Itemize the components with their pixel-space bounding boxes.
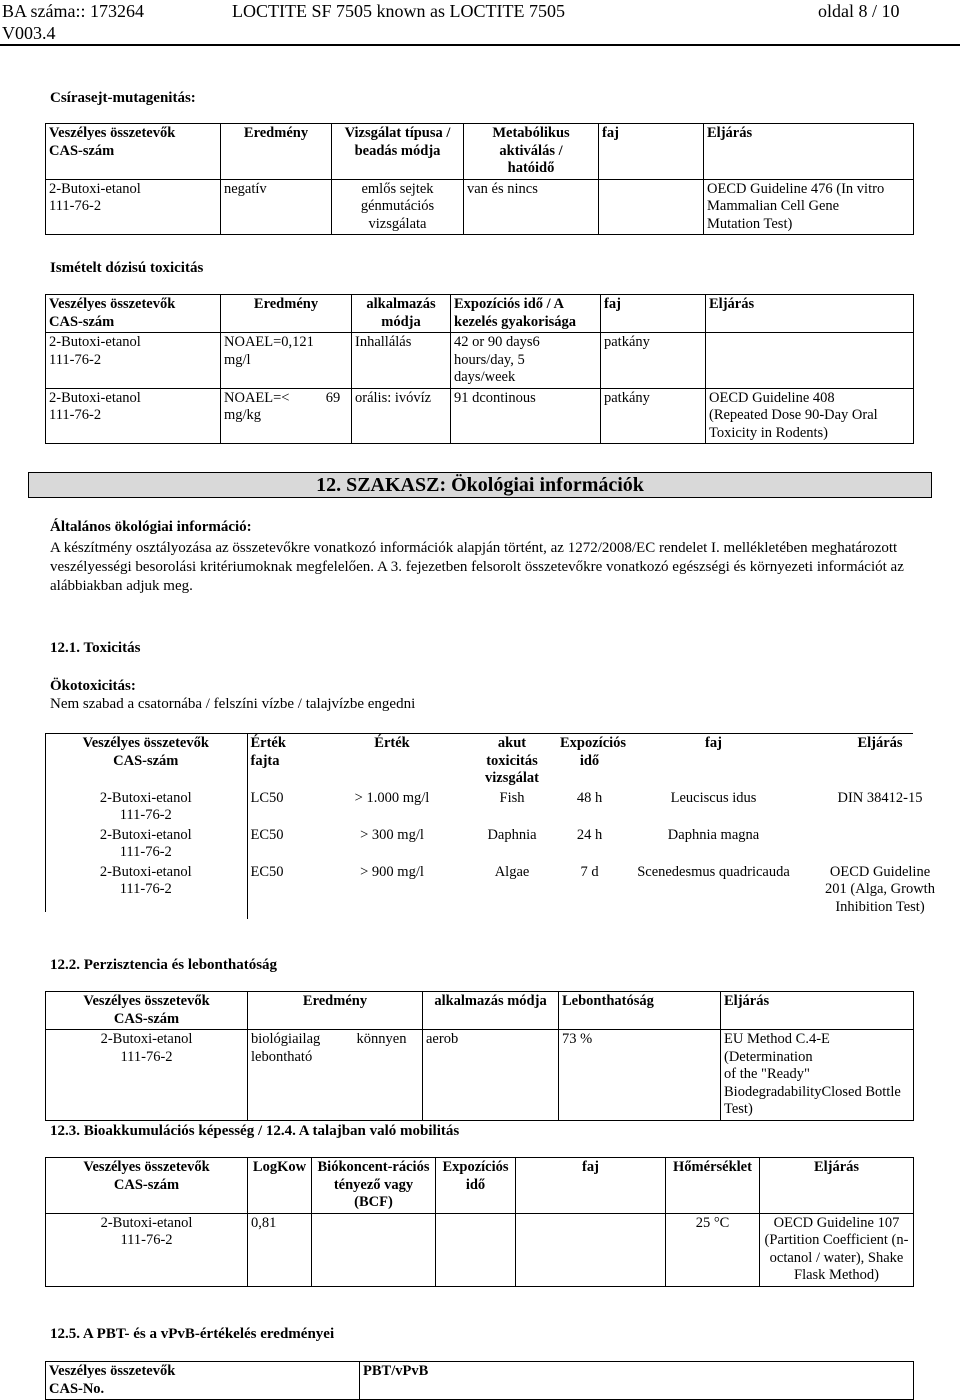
table-cell [312,1213,436,1286]
col-header: PBT/vPvB [360,1362,914,1400]
table-cell [599,179,704,235]
germ-header-row [46,124,914,180]
table-cell: 7 d [580,863,599,880]
table-cell: 24 h [576,826,603,843]
col-header: Eljárás [706,295,914,333]
section-12-banner: 12. SZAKASZ: Ökológiai információk [28,472,932,498]
table-row [46,388,914,444]
product-name: LOCTITE SF 7505 known as LOCTITE 7505 [232,1,565,21]
col-header: Eljárás [704,124,914,180]
table-row [46,333,914,389]
table-cell: 73 % [559,1030,721,1121]
ecotox-title: Ökotoxicitás: [50,678,136,694]
page-number: oldal 8 / 10 [818,1,900,21]
col-header: alkalmazás módja [423,992,559,1030]
table-cell: patkány [601,333,706,389]
bio-header-row [46,1158,914,1214]
bioaccumulation-table [45,1157,914,1287]
general-eco-title: Általános ökológiai információ: [50,519,252,535]
table-cell: emlős sejtek génmutációs vizsgálata [332,179,464,235]
table-cell: Algae [494,863,530,880]
repeat-table [45,294,914,444]
tox-header-row [45,734,955,789]
version: V003.4 [2,23,56,43]
table-cell [516,1213,666,1286]
table-cell [706,333,914,389]
table-cell: EC50 [247,826,317,863]
col-header: Vizsgálat típusa / beadás módja [332,124,464,180]
persist-header-row [46,992,914,1030]
col-header: Eredmény [221,124,332,180]
col-header: faj [599,124,704,180]
col-header: faj [516,1158,666,1214]
table-cell: > 1.000 mg/l [354,789,430,806]
bioaccumulation-title: 12.3. Bioakkumulációs képesség / 12.4. A talajban való mobilitás [50,1123,460,1139]
document-number: BA száma:: 173264 [2,1,144,21]
table-cell: aerob [423,1030,559,1121]
table-cell: > 300 mg/l [360,826,424,843]
table-cell: 25 °C [666,1213,760,1286]
table-row [46,1030,914,1121]
table-cell: 2-Butoxi-etanol 111-76-2 [99,789,192,823]
table-cell: OECD Guideline 201 (Alga, Growth Inhibition Test) [825,863,935,915]
col-header: Biókoncent-rációs tényező vagy (BCF) [312,1158,436,1214]
repeat-title: Ismételt dózisú toxicitás [50,260,204,276]
general-eco-text: A készítmény osztályozása az összetevőkre vonatkozó információk alapján történt, az 1272/2008/EC rendelet I. mellékletében meghatározott veszélyességi besorolási kritériumoknak megfelelően. A 3. fejezetben felsorolt összetevőkre vonatkozó egészségi és környezeti információt az alábbiakban adjuk meg. [50,540,904,594]
col-header: LogKow [248,1158,312,1214]
table-cell: 42 or 90 days6 hours/day, 5 days/week [451,333,601,389]
col-header: Veszélyes összetevők CAS-No. [46,1362,360,1400]
col-header: Metabólikus aktiválás / hatóidő [464,124,599,180]
table-cell: Scenedesmus quadricauda [637,863,790,880]
table-cell: negatív [221,179,332,235]
col-header: faj [705,735,722,751]
toxicity-title: 12.1. Toxicitás [50,640,141,656]
pbt-header-row [46,1362,914,1400]
table-cell: 2-Butoxi-etanol 111-76-2 [99,826,192,860]
col-header: Veszélyes összetevők CAS-szám [46,124,221,180]
pbt-table [45,1361,914,1400]
table-cell: 2-Butoxi-etanol 111-76-2 [46,1213,248,1286]
col-header: faj [601,295,706,333]
table-cell: 48 h [576,789,603,806]
toxicity-table [45,734,956,919]
col-header: Érték fajta [247,734,317,789]
table-cell: EU Method C.4-E (Determination of the "Ready" BiodegradabilityClosed Bottle Test) [721,1030,914,1121]
table-cell: Leuciscus idus [670,789,757,806]
col-header: Érték [374,735,410,751]
table-cell: LC50 [247,789,317,826]
col-header: akut toxicitás vizsgálat [485,735,539,786]
col-header: Veszélyes összetevők CAS-szám [46,992,248,1030]
table-cell: OECD Guideline 408 (Repeated Dose 90-Day Oral Toxicity in Rodents) [706,388,914,444]
col-header: Eljárás [760,1158,914,1214]
table-cell: biológiailag könnyen lebontható [248,1030,423,1121]
table-cell: 0,81 [248,1213,312,1286]
table-cell: Daphnia magna [667,826,760,843]
table-row [46,179,914,235]
table-cell: orális: ivóvíz [352,388,451,444]
persistence-table [45,991,914,1121]
table-cell: Inhallálás [352,333,451,389]
table-row [45,863,955,919]
table-cell: 2-Butoxi-etanol 111-76-2 [46,333,221,389]
col-header: Veszélyes összetevők CAS-szám [46,295,221,333]
repeat-header-row [46,295,914,333]
germ-table [45,123,914,235]
tox-table-left-rule [45,734,46,912]
table-cell: EC50 [247,863,317,919]
pbt-title: 12.5. A PBT- és a vPvB-értékelés eredményei [50,1326,335,1342]
header-divider [0,44,960,46]
col-header: Hőmérséklet [666,1158,760,1214]
col-header: Lebonthatóság [559,992,721,1030]
table-cell: Fish [499,789,525,806]
table-row [45,826,955,863]
table-cell: patkány [601,388,706,444]
col-header: Eljárás [857,735,903,751]
ecotox-text: Nem szabad a csatornába / felszíni vízbe / talajvízbe engedni [50,696,416,712]
table-cell: 2-Butoxi-etanol 111-76-2 [99,863,192,897]
col-header: Veszélyes összetevők CAS-szám [82,735,209,769]
col-header: Expozíciós idő / A kezelés gyakorisága [451,295,601,333]
table-cell: NOAEL=0,121 mg/l [221,333,352,389]
persistence-title: 12.2. Perzisztencia és lebonthatóság [50,957,278,973]
table-cell [805,826,955,863]
table-cell [436,1213,516,1286]
table-cell: OECD Guideline 476 (In vitro Mammalian Cell Gene Mutation Test) [704,179,914,235]
table-row [46,1213,914,1286]
col-header: Expozíciós idő [560,735,627,769]
table-cell: 2-Butoxi-etanol 111-76-2 [46,1030,248,1121]
table-cell: 2-Butoxi-etanol 111-76-2 [46,179,221,235]
germ-title: Csírasejt-mutagenitás: [50,90,196,106]
table-cell: 91 dcontinous [451,388,601,444]
table-cell: > 900 mg/l [360,863,424,880]
table-cell: OECD Guideline 107 (Partition Coefficient (n- octanol / water), Shake Flask Method) [760,1213,914,1286]
table-cell: van és nincs [464,179,599,235]
table-row [45,789,955,826]
table-cell: 2-Butoxi-etanol 111-76-2 [46,388,221,444]
col-header: Eredmény [221,295,352,333]
col-header: alkalmazás módja [352,295,451,333]
table-cell: NOAEL=< 69 mg/kg [221,388,352,444]
col-header: Eredmény [248,992,423,1030]
table-cell: DIN 38412-15 [837,789,923,806]
col-header: Eljárás [721,992,914,1030]
col-header: Veszélyes összetevők CAS-szám [46,1158,248,1214]
table-cell: Daphnia [487,826,537,843]
col-header: Expozíciós idő [436,1158,516,1214]
